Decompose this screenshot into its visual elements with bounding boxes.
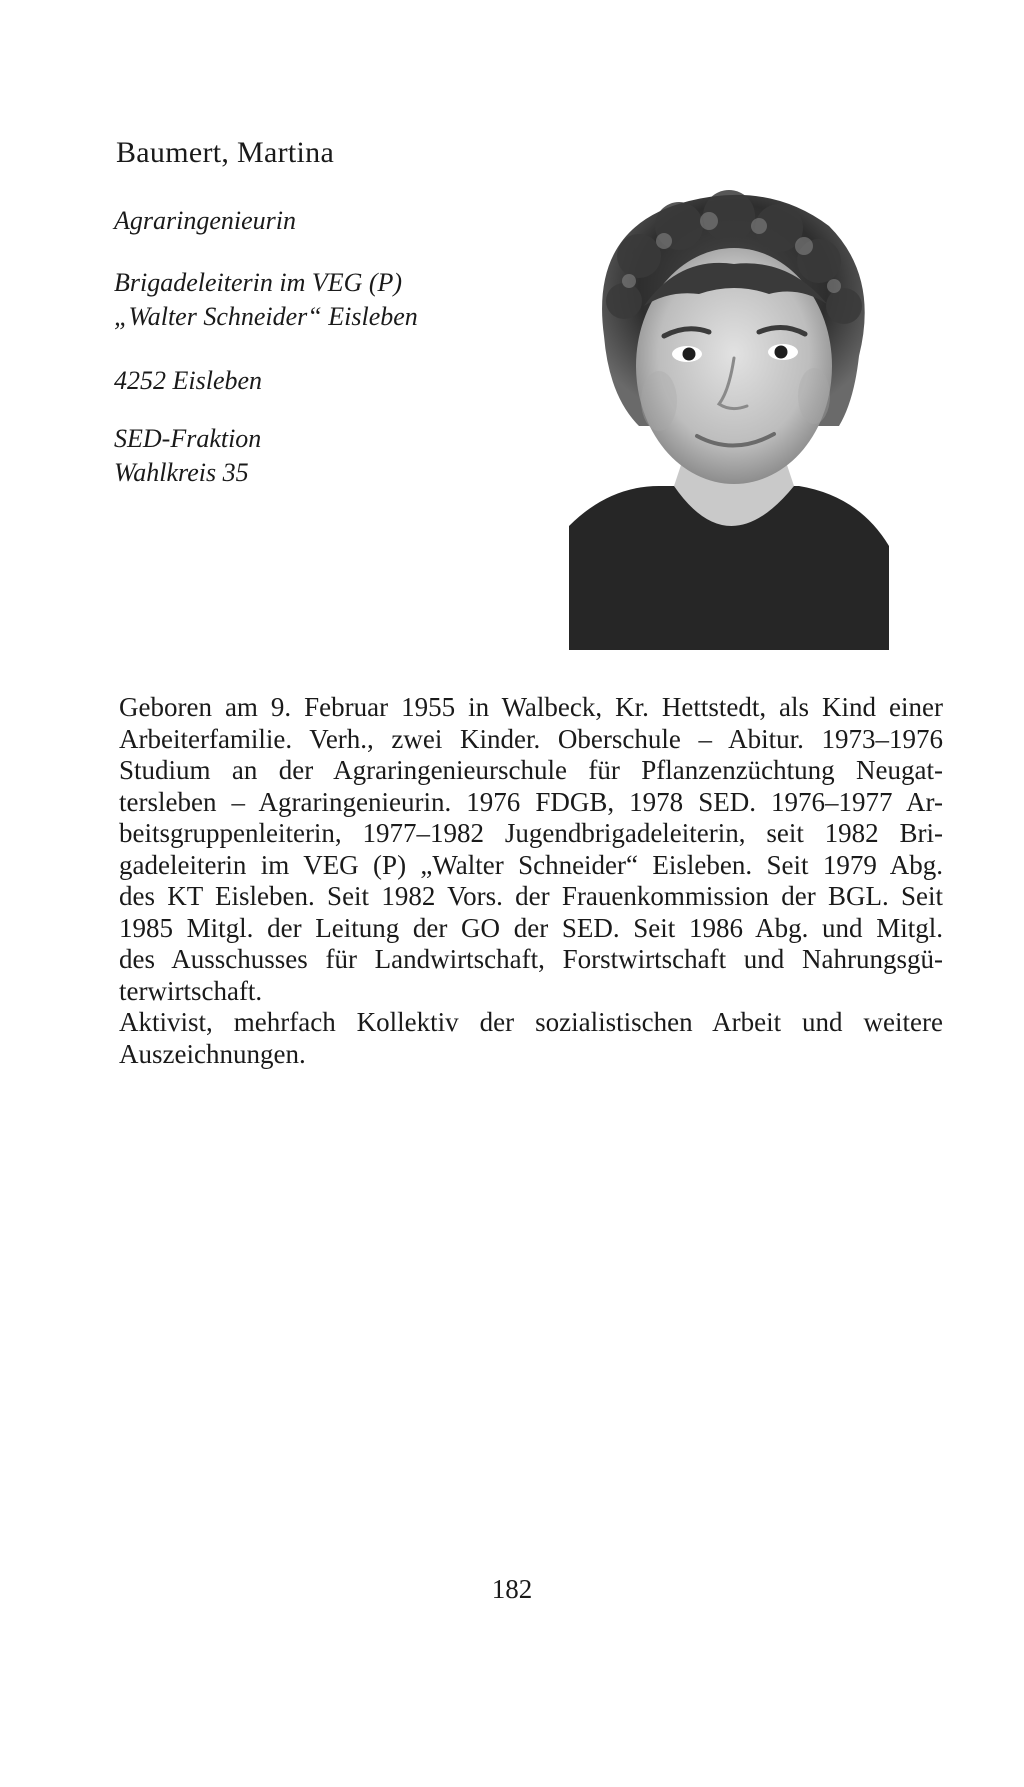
bio-line: Arbeiterfamilie. Verh., zwei Kinder. Oberschule – Abitur. 1973–1976 (119, 723, 943, 754)
page-number: 182 (491, 1574, 533, 1604)
faction-block (114, 422, 261, 490)
bio-line: des Ausschusses für Landwirtschaft, Forstwirtschaft und Nahrungsgü- (119, 944, 943, 974)
awards-line: Auszeichnungen. (119, 1038, 306, 1069)
position-line-2: „Walter Schneider“ Eisleben (114, 302, 418, 331)
bio-line: Geboren am 9. Februar 1955 in Walbeck, Kr. Hettstedt, als Kind einer (119, 692, 943, 722)
faction-line: SED-Fraktion (114, 424, 262, 453)
constituency-line: Wahlkreis 35 (114, 458, 249, 487)
position-line-1: Brigadeleiterin im VEG (P) (114, 268, 403, 297)
portrait-photo-icon (569, 186, 889, 650)
position-block (114, 266, 418, 334)
biography-text (119, 692, 943, 1070)
awards-line: Aktivist, mehrfach Kollektiv der sozialistischen Arbeit und weitere (119, 1007, 943, 1037)
bio-line: gadeleiterin im VEG (P) „Walter Schneider“ Eisleben. Seit 1979 Abg. (119, 849, 943, 880)
bio-line: 1985 Mitgl. der Leitung der GO der SED. Seit 1986 Abg. und Mitgl. (119, 912, 943, 943)
bio-line: terwirtschaft. (119, 975, 263, 1006)
profession: Agraringenieurin (114, 206, 296, 235)
bio-line: beitsgruppenleiterin, 1977–1982 Jugendbrigadeleiterin, seit 1982 Bri- (119, 818, 943, 848)
bio-line: Studium an der Agraringenieurschule für Pflanzenzüchtung Neugat- (119, 755, 943, 785)
address: 4252 Eisleben (114, 366, 263, 395)
bio-line: tersleben – Agraringenieurin. 1976 FDGB, 1978 SED. 1976–1977 Ar- (119, 786, 943, 817)
bio-line: des KT Eisleben. Seit 1982 Vors. der Frauenkommission der BGL. Seit (119, 881, 943, 911)
member-name: Baumert, Martina (116, 136, 335, 169)
